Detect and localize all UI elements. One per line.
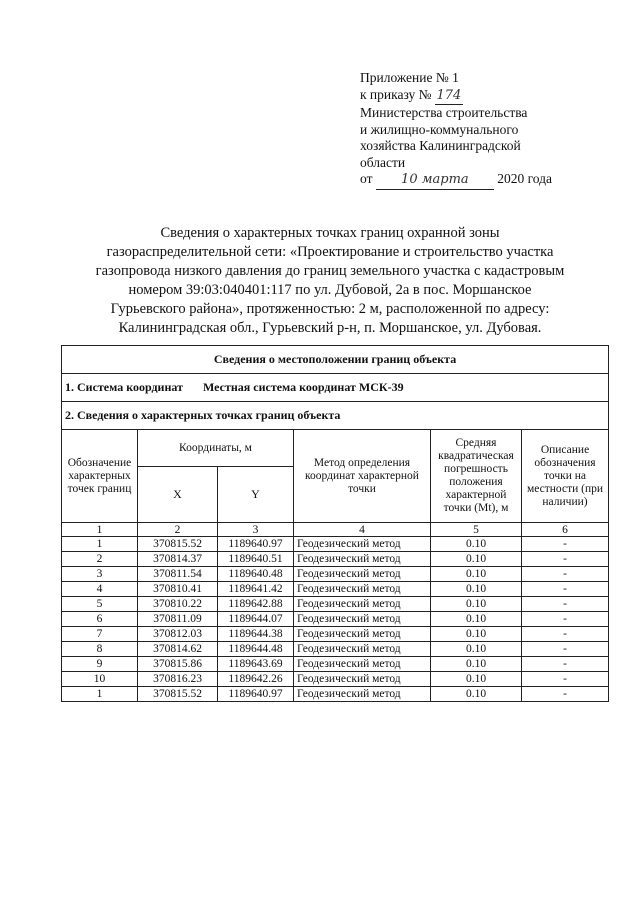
title-line: номером 39:03:040401:117 по ул. Дубовой, 2а в пос. Моршанское — [128, 282, 532, 298]
appendix-label: Приложение № 1 — [360, 70, 459, 85]
coordinate-system-label: 1. Система координат — [65, 380, 183, 394]
y-coordinate-cell: 1189644.48 — [218, 642, 294, 657]
x-coordinate-cell: 370811.54 — [138, 567, 218, 582]
mean-error-cell: 0.10 — [431, 672, 522, 687]
title-line: Сведения о характерных точках границ охранной зоны — [160, 225, 500, 241]
approval-header — [360, 70, 610, 190]
description-cell: - — [522, 582, 609, 597]
date-handwritten: 10 марта — [376, 172, 494, 190]
point-number-cell: 8 — [62, 642, 138, 657]
point-number-cell: 10 — [62, 672, 138, 687]
point-number-cell: 9 — [62, 657, 138, 672]
column-numbers-row — [62, 523, 609, 537]
point-number-cell: 1 — [62, 687, 138, 702]
column-number: 4 — [294, 523, 431, 537]
order-prefix: к приказу № — [360, 86, 432, 102]
col-header-designation: Обозначение характерных точек границ — [62, 430, 138, 523]
x-coordinate-cell: 370816.23 — [138, 672, 218, 687]
x-coordinate-cell: 370815.86 — [138, 657, 218, 672]
ministry-line-2: и жилищно-коммунального — [360, 121, 519, 137]
method-cell: Геодезический метод — [294, 612, 431, 627]
table-body — [62, 537, 609, 702]
table-row — [62, 537, 609, 552]
description-cell: - — [522, 627, 609, 642]
point-number-cell: 3 — [62, 567, 138, 582]
x-coordinate-cell: 370810.22 — [138, 597, 218, 612]
method-cell: Геодезический метод — [294, 537, 431, 552]
title-line: газопровода низкого давления до границ земельного участка с кадастровым — [95, 263, 565, 279]
method-cell: Геодезический метод — [294, 657, 431, 672]
y-coordinate-cell: 1189640.97 — [218, 537, 294, 552]
coordinate-system-row — [62, 374, 609, 402]
method-cell: Геодезический метод — [294, 627, 431, 642]
description-cell: - — [522, 657, 609, 672]
description-cell: - — [522, 567, 609, 582]
y-coordinate-cell: 1189640.51 — [218, 552, 294, 567]
boundary-points-table — [61, 345, 609, 702]
col-header-y: Y — [218, 467, 294, 523]
column-number: 1 — [62, 523, 138, 537]
title-line: газораспределительной сети: «Проектирование и строительство участка — [106, 244, 554, 260]
method-cell: Геодезический метод — [294, 642, 431, 657]
col-header-method: Метод определения координат характерной точки — [294, 430, 431, 523]
mean-error-cell: 0.10 — [431, 657, 522, 672]
col-header-x: X — [138, 467, 218, 523]
y-coordinate-cell: 1189642.26 — [218, 672, 294, 687]
x-coordinate-cell: 370812.03 — [138, 627, 218, 642]
mean-error-cell: 0.10 — [431, 687, 522, 702]
method-cell: Геодезический метод — [294, 597, 431, 612]
description-cell: - — [522, 687, 609, 702]
method-cell: Геодезический метод — [294, 552, 431, 567]
ministry-line-4: области — [360, 154, 406, 170]
col-header-coordinates: Координаты, м — [138, 430, 294, 467]
mean-error-cell: 0.10 — [431, 552, 522, 567]
column-number: 3 — [218, 523, 294, 537]
point-number-cell: 1 — [62, 537, 138, 552]
table-row — [62, 687, 609, 702]
points-section-title: 2. Сведения о характерных точках границ объекта — [62, 402, 609, 430]
mean-error-cell: 0.10 — [431, 627, 522, 642]
method-cell: Геодезический метод — [294, 567, 431, 582]
table-row — [62, 657, 609, 672]
point-number-cell: 4 — [62, 582, 138, 597]
description-cell: - — [522, 552, 609, 567]
mean-error-cell: 0.10 — [431, 582, 522, 597]
table-row — [62, 597, 609, 612]
column-number: 2 — [138, 523, 218, 537]
method-cell: Геодезический метод — [294, 582, 431, 597]
x-coordinate-cell: 370811.09 — [138, 612, 218, 627]
y-coordinate-cell: 1189642.88 — [218, 597, 294, 612]
title-line: Калининградская обл., Гурьевский р-н, п. Моршанское, ул. Дубовая. — [118, 320, 542, 336]
description-cell: - — [522, 642, 609, 657]
title-line: Гурьевского района», протяженностью: 2 м, расположенной по адресу: — [110, 301, 550, 317]
y-coordinate-cell: 1189640.48 — [218, 567, 294, 582]
y-coordinate-cell: 1189640.97 — [218, 687, 294, 702]
point-number-cell: 2 — [62, 552, 138, 567]
mean-error-cell: 0.10 — [431, 567, 522, 582]
table-row — [62, 582, 609, 597]
point-number-cell: 6 — [62, 612, 138, 627]
description-cell: - — [522, 597, 609, 612]
method-cell: Геодезический метод — [294, 672, 431, 687]
x-coordinate-cell: 370814.62 — [138, 642, 218, 657]
mean-error-cell: 0.10 — [431, 612, 522, 627]
table-row — [62, 552, 609, 567]
table-row — [62, 642, 609, 657]
date-suffix: 2020 года — [497, 171, 553, 186]
table-section-title: Сведения о местоположении границ объекта — [62, 346, 609, 374]
description-cell: - — [522, 537, 609, 552]
column-number: 6 — [522, 523, 609, 537]
document-title — [70, 224, 590, 338]
order-date-line — [360, 171, 610, 190]
order-number-handwritten: 174 — [435, 88, 463, 106]
point-number-cell: 7 — [62, 627, 138, 642]
ministry-line-3: хозяйства Калининградской — [360, 138, 521, 153]
y-coordinate-cell: 1189643.69 — [218, 657, 294, 672]
order-number-line — [360, 87, 610, 106]
mean-error-cell: 0.10 — [431, 642, 522, 657]
x-coordinate-cell: 370815.52 — [138, 687, 218, 702]
y-coordinate-cell: 1189644.07 — [218, 612, 294, 627]
description-cell: - — [522, 672, 609, 687]
mean-error-cell: 0.10 — [431, 597, 522, 612]
x-coordinate-cell: 370814.37 — [138, 552, 218, 567]
ministry-line-1: Министерства строительства — [360, 105, 528, 120]
description-cell: - — [522, 612, 609, 627]
method-cell: Геодезический метод — [294, 687, 431, 702]
col-header-error: Средняя квадратическая погрешность положения характерной точки (Mt), м — [431, 430, 522, 523]
x-coordinate-cell: 370815.52 — [138, 537, 218, 552]
y-coordinate-cell: 1189641.42 — [218, 582, 294, 597]
mean-error-cell: 0.10 — [431, 537, 522, 552]
y-coordinate-cell: 1189644.38 — [218, 627, 294, 642]
table-row — [62, 612, 609, 627]
table-row — [62, 672, 609, 687]
point-number-cell: 5 — [62, 597, 138, 612]
table-row — [62, 627, 609, 642]
x-coordinate-cell: 370810.41 — [138, 582, 218, 597]
column-number: 5 — [431, 523, 522, 537]
table-row — [62, 567, 609, 582]
coordinate-system-value: Местная система координат МСК-39 — [203, 380, 404, 394]
date-prefix: от — [360, 171, 373, 186]
col-header-description: Описание обозначения точки на местности (при наличии) — [522, 430, 609, 523]
